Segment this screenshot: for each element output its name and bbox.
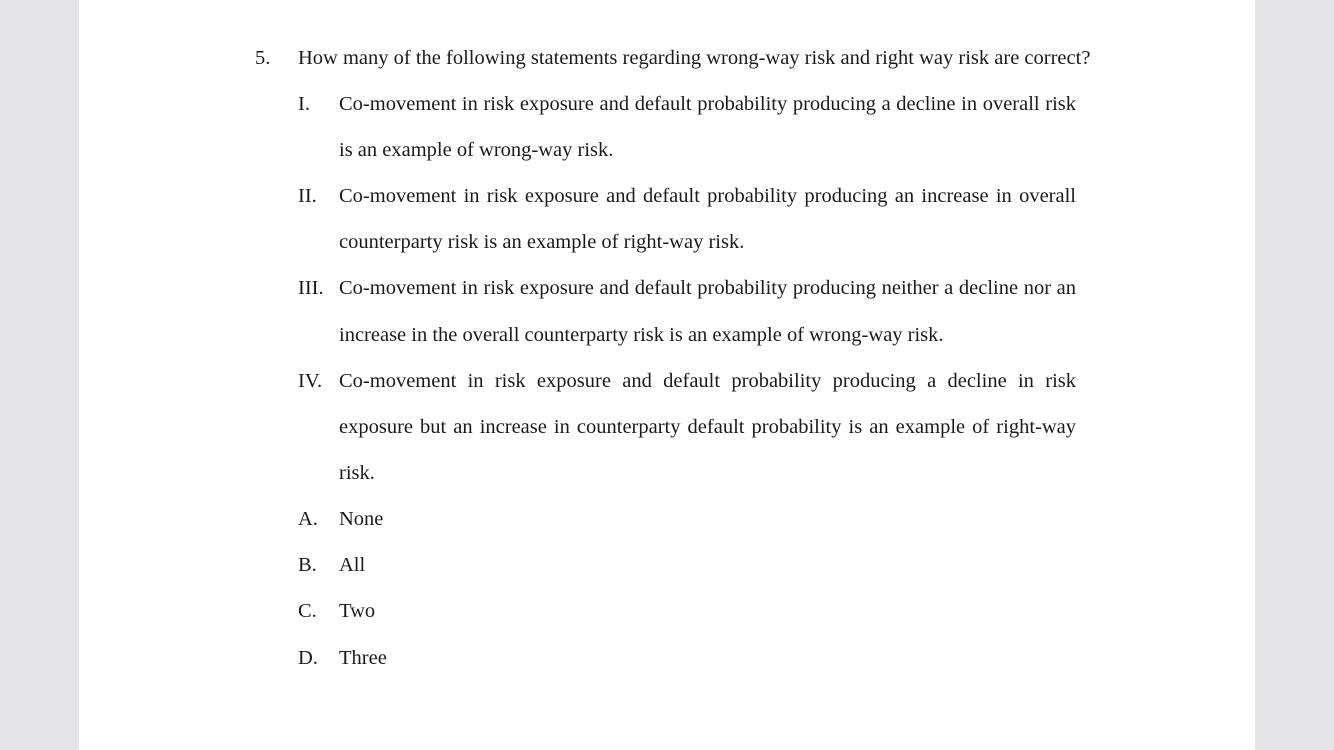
statement-line: exposure but an increase in counterparty default probability is an example of right-way — [339, 416, 1076, 438]
statement-label: IV. — [298, 370, 323, 392]
statement-line: is an example of wrong-way risk. — [339, 139, 614, 161]
statement-label: I. — [298, 93, 310, 115]
statement-line: Co-movement in risk exposure and default probability producing a decline in risk — [339, 370, 1076, 392]
option-text: None — [339, 508, 384, 530]
option-text: Three — [339, 647, 387, 669]
question-number: 5. — [255, 47, 271, 69]
statement-line: Co-movement in risk exposure and default probability producing neither a decline nor an — [339, 277, 1076, 299]
question-block — [79, 0, 1255, 750]
statement-label: II. — [298, 185, 317, 207]
question-text: How many of the following statements regarding wrong-way risk and right way risk are correct? — [298, 47, 1091, 69]
option-label: A. — [298, 508, 318, 530]
option-text: Two — [339, 600, 376, 622]
statement-line: risk. — [339, 462, 375, 484]
statement-line: Co-movement in risk exposure and default probability producing an increase in overall — [339, 185, 1076, 207]
statement-label: III. — [298, 277, 324, 299]
statement-line: counterparty risk is an example of right-way risk. — [339, 231, 745, 253]
option-label: B. — [298, 554, 317, 576]
option-text: All — [339, 554, 366, 576]
statement-line: Co-movement in risk exposure and default probability producing a decline in overall risk — [339, 93, 1076, 115]
document-page — [79, 0, 1255, 750]
option-label: D. — [298, 647, 318, 669]
option-label: C. — [298, 600, 317, 622]
statement-line: increase in the overall counterparty risk is an example of wrong-way risk. — [339, 324, 944, 346]
